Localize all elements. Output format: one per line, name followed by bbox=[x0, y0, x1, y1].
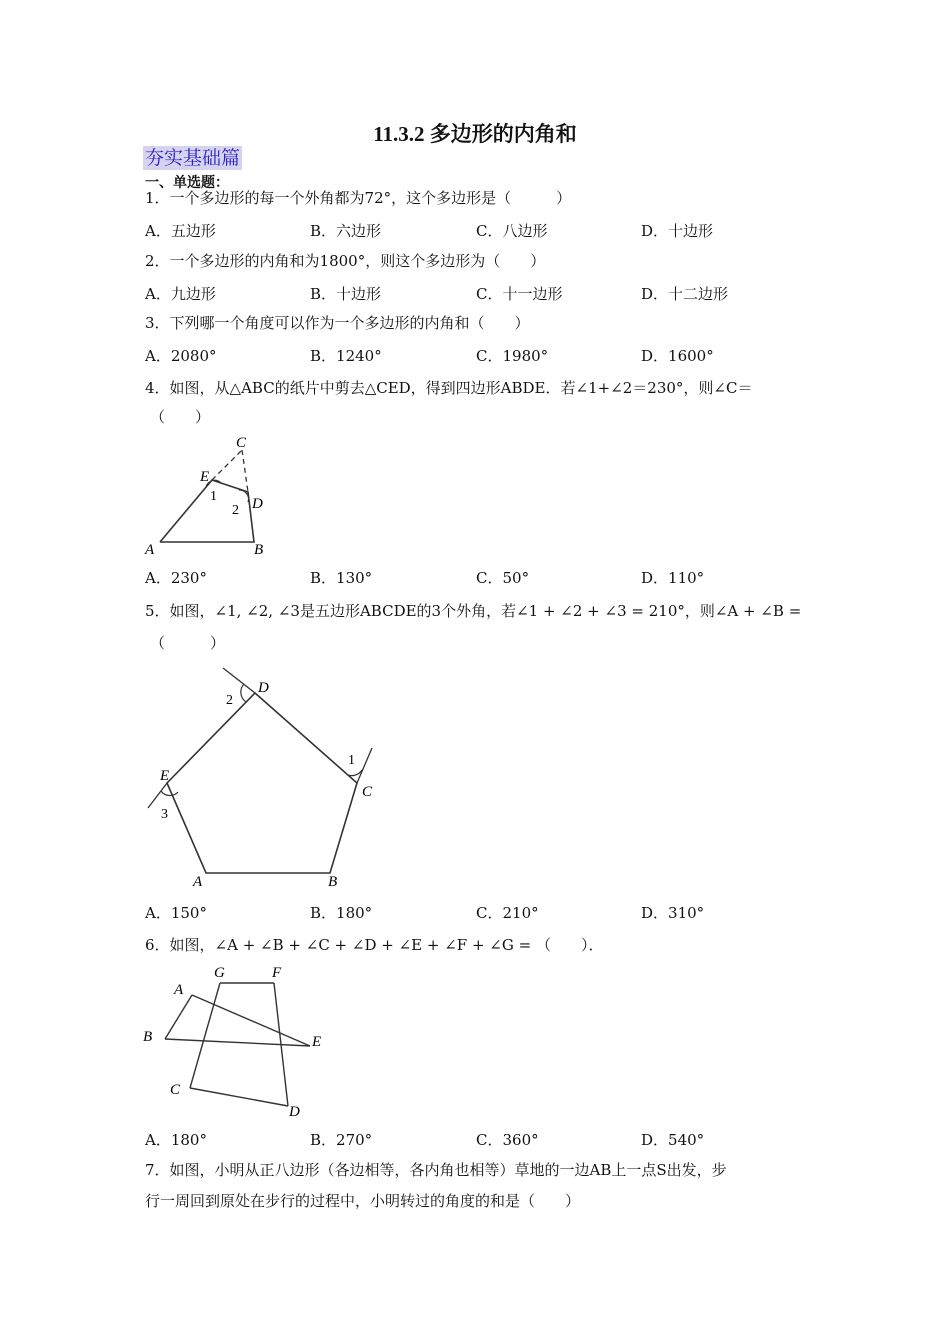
q6-option-a: A．180° bbox=[145, 1131, 207, 1149]
fig4-label-1: 1 bbox=[210, 489, 217, 504]
question-4-blank: （ ） bbox=[150, 408, 211, 426]
q1-option-d: D．十边形 bbox=[641, 222, 714, 240]
question-7-line-2: 行一周回到原处在步行的过程中，小明转过的角度的和是（ ） bbox=[145, 1192, 581, 1210]
question-4: 4．如图，从△ABC的纸片中剪去△CED，得到四边形ABDE．若∠1+∠2＝230°，则∠C＝ bbox=[145, 379, 753, 397]
fig5-label-a: A bbox=[193, 874, 203, 890]
q2-option-c: C．十一边形 bbox=[476, 285, 563, 303]
q2-option-d: D．十二边形 bbox=[641, 285, 729, 303]
fig4-label-2: 2 bbox=[232, 503, 239, 518]
q3-option-c: C．1980° bbox=[476, 347, 549, 365]
question-2: 2．一个多边形的内角和为1800°，则这个多边形为（ ） bbox=[145, 252, 546, 270]
q5-option-b: B．180° bbox=[310, 904, 373, 922]
q6-option-b: B．270° bbox=[310, 1131, 373, 1149]
fig4-label-e: E bbox=[200, 469, 210, 485]
fig4-label-b: B bbox=[254, 542, 264, 558]
q3-option-a: A．2080° bbox=[145, 347, 217, 365]
fig6-label-f: F bbox=[272, 965, 282, 981]
fig6-label-b: B bbox=[143, 1029, 153, 1045]
q4-option-c: C．50° bbox=[476, 569, 530, 587]
section-heading: 夯实基础篇 bbox=[145, 147, 241, 169]
q1-option-b: B．六边形 bbox=[310, 222, 382, 240]
question-type-heading: 一、单选题： bbox=[145, 175, 229, 191]
fig4-label-c: C bbox=[236, 435, 247, 451]
fig6-label-e: E bbox=[312, 1034, 322, 1050]
figure-q6 bbox=[140, 960, 340, 1120]
question-5: 5．如图，∠1, ∠2, ∠3是五边形ABCDE的3个外角，若∠1 + ∠2 + ∠3 = 210°，则∠A + ∠B = bbox=[145, 602, 802, 620]
q4-option-b: B．130° bbox=[310, 569, 373, 587]
fig6-label-a: A bbox=[174, 982, 184, 998]
fig5-label-e: E bbox=[160, 768, 170, 784]
question-5-blank: （ ） bbox=[150, 634, 226, 652]
question-1: 1．一个多边形的每一个外角都为72°，这个多边形是（ ） bbox=[145, 189, 572, 207]
figure-q4 bbox=[140, 430, 280, 560]
q2-option-b: B．十边形 bbox=[310, 285, 382, 303]
fig6-label-d: D bbox=[289, 1104, 300, 1120]
q2-option-a: A．九边形 bbox=[145, 285, 216, 303]
fig5-label-3: 3 bbox=[161, 807, 168, 822]
figure-q5 bbox=[140, 660, 390, 895]
q4-option-a: A．230° bbox=[145, 569, 207, 587]
question-3: 3．下列哪一个角度可以作为一个多边形的内角和（ ） bbox=[145, 314, 530, 332]
fig4-label-a: A bbox=[145, 542, 155, 558]
fig5-label-d: D bbox=[258, 680, 269, 696]
question-7: 7．如图，小明从正八边形（各边相等，各内角也相等）草地的一边AB上一点S出发，步 bbox=[145, 1161, 727, 1179]
fig4-label-d: D bbox=[252, 496, 263, 512]
q3-option-b: B．1240° bbox=[310, 347, 382, 365]
q6-option-d: D．540° bbox=[641, 1131, 705, 1149]
q5-option-a: A．150° bbox=[145, 904, 207, 922]
fig5-label-1: 1 bbox=[348, 753, 355, 768]
question-6: 6．如图，∠A + ∠B + ∠C + ∠D + ∠E + ∠F + ∠G = （ ）． bbox=[145, 936, 604, 954]
q1-option-c: C．八边形 bbox=[476, 222, 548, 240]
fig5-label-b: B bbox=[328, 874, 338, 890]
q3-option-d: D．1600° bbox=[641, 347, 714, 365]
q5-option-c: C．210° bbox=[476, 904, 539, 922]
q4-option-d: D．110° bbox=[641, 569, 705, 587]
fig5-label-c: C bbox=[362, 784, 373, 800]
fig5-label-2: 2 bbox=[226, 693, 233, 708]
q1-option-a: A．五边形 bbox=[145, 222, 216, 240]
fig6-label-g: G bbox=[214, 965, 225, 981]
page-title: 11.3.2 多边形的内角和 bbox=[373, 122, 577, 146]
q6-option-c: C．360° bbox=[476, 1131, 539, 1149]
fig6-label-c: C bbox=[170, 1082, 181, 1098]
q5-option-d: D．310° bbox=[641, 904, 705, 922]
